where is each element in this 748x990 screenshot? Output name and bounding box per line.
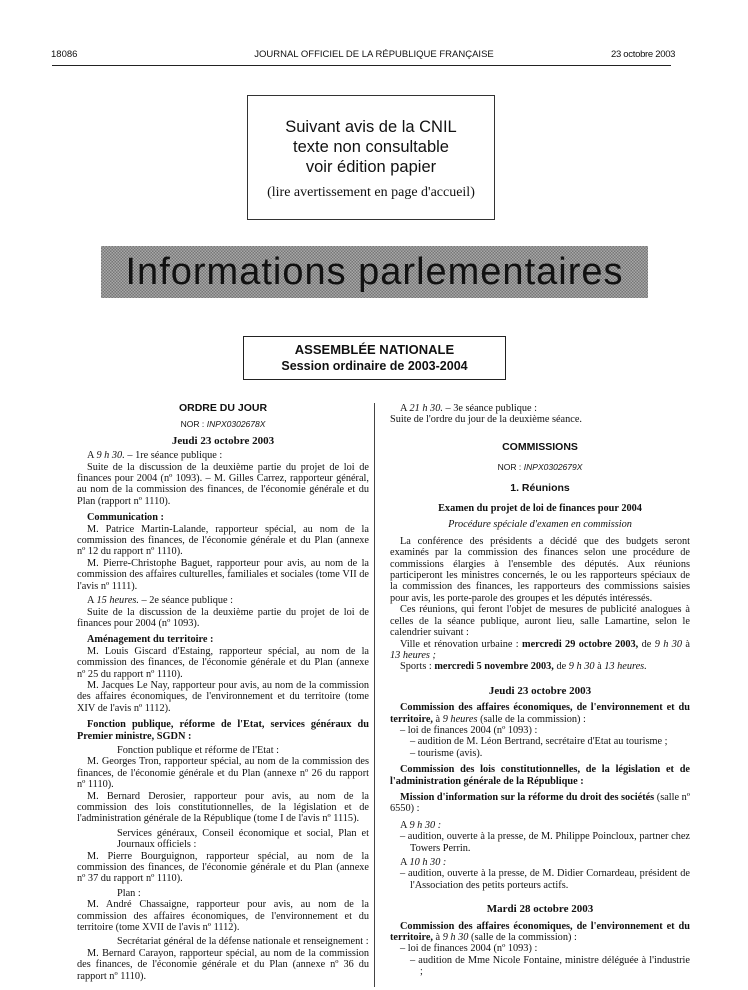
fonction-p2: M. Bernard Derosier, rapporteur pour avis, au nom de la commission des lois constitutionnelles, de la législation et de l'administration générale de la République (tome I de l'avis nº 1115). [77,790,369,825]
communication-heading: Communication : [87,512,164,524]
cnil-line-4: (lire avertissement en page d'accueil) [267,185,475,200]
right-column [390,403,690,978]
seance-3-text: Suite de l'ordre du jour de la deuxième séance. [390,414,582,426]
nor-line-commissions: NOR : INPX0302679X [497,462,583,473]
journal-title: JOURNAL OFFICIEL DE LA RÉPUBLIQUE FRANÇAISE [254,49,494,60]
commission-3: Commission des affaires économiques, de l'environnement et du territoire, à 9 h 30 (salle de la commission) : [390,920,690,944]
amenagement-p2: M. Jacques Le Nay, rapporteur pour avis, au nom de la commission des affaires économiques, de l'environnement et du territoire (tome XIV de l'avis nº 1112). [77,679,369,714]
ordre-du-jour-title: ORDRE DU JOUR [178,402,268,414]
communication-p2: M. Pierre-Christophe Baguet, rapporteur pour avis, au nom de la commission des affaires culturelles, familiales et sociales (tome VII de l'avis nº 1111). [77,557,369,592]
session-title: Session ordinaire de 2003-2004 [281,359,468,373]
cnil-line-3: voir édition papier [305,158,437,176]
reunions-heading: 1. Réunions [510,481,570,494]
seance-1-text: Suite de la discussion de la deuxième partie du projet de loi de finances pour 2004 (nº 1093). – M. Gilles Carrez, rapporteur général, au nom de la commission des finances, de l'économie générale et du Plan (rapport nº 1110). [77,461,369,507]
paragraph-2: Ces réunions, qui feront l'objet de mesures de publicité analogues à celles de la séance publique, auront lieu, salle Lamartine, selon le calendrier suivant : [390,604,690,639]
mission-time-1: A 9 h 30 : [400,819,442,831]
seance-1: A 9 h 30. – 1re séance publique : [87,450,223,462]
day-heading-mardi: Mardi 28 octobre 2003 [486,903,594,916]
amenagement-p1: M. Louis Giscard d'Estaing, rapporteur spécial, au nom de la commission des finances, de l'économie générale et du Plan (annexe nº 25 du rapport nº 1110). [77,645,369,680]
plan-p1: M. André Chassaigne, rapporteur pour avis, au nom de la commission des affaires économiques, de l'environnement et du territoire (tome XVII de l'avis nº 1112). [77,899,369,934]
commission-3-item: – loi de finances 2004 (nº 1093) : [400,943,538,955]
sgdn-p1: M. Bernard Carayon, rapporteur spécial, au nom de la commission des finances, de l'économie générale et du Plan (annexe nº 36 du rapport nº 1110). [77,947,369,982]
mission-item-2: – audition, ouverte à la presse, de M. Didier Cornardeau, président de l'Association des petits porteurs actifs. [400,868,690,891]
mission-heading: Mission d'information sur la réforme du droit des sociétés (salle nº 6550) : [390,791,690,815]
commission-3-subitem-a: – audition de Mme Nicole Fontaine, ministre déléguée à l'industrie ; [410,954,690,978]
ville-schedule: Ville et rénovation urbaine : mercredi 29 octobre 2003, de 9 h 30 à 13 heures ; [390,638,690,661]
commission-2: Commission des lois constitutionnelles, de la législation et de l'administration générale de la République : [390,764,690,787]
section-banner [101,246,648,298]
plan-subheading: Plan : [117,887,141,899]
fonction-subheading: Fonction publique et réforme de l'Etat : [117,744,279,756]
day-heading: Jeudi 23 octobre 2003 [171,434,275,447]
examen-heading: Examen du projet de loi de finances pour 2004 [438,503,642,515]
commission-1-subitem-a: – audition de M. Léon Bertrand, secrétaire d'Etat au tourisme ; [410,736,668,748]
amenagement-heading: Aménagement du territoire : [87,634,214,646]
seance-2: A 15 heures. – 2e séance publique : [87,595,234,607]
mission-item-1: – audition, ouverte à la presse, de M. Philippe Poincloux, partner chez Towers Perrin. [400,831,690,854]
commissions-title: COMMISSIONS [502,440,578,453]
procedure-heading: Procédure spéciale d'examen en commission [448,519,632,531]
mission-time-2: A 10 h 30 : [400,857,447,868]
issue-date: 23 octobre 2003 [611,49,676,60]
page-number: 18086 [51,49,78,60]
banner-title: Informations parlementaires [125,251,624,293]
commission-1: Commission des affaires économiques, de l'environnement et du territoire, à 9 heures (salle de la commission) : [390,702,690,725]
left-column [77,403,369,982]
assembly-box [243,336,506,380]
paragraph-1: La conférence des présidents a décidé que des budgets seront examinés par la commission des finances selon une procédure de commissions élargies à l'ensemble des députés. Aux réunions participeront les ministres concernés, le ou les rapporteurs spéciaux de la commission des finances, les rapporteurs des commissions saisies pour avis, les porte-parole des groupes et les députés intéressés. [390,535,690,604]
sgdn-subheading: Secrétariat général de la défense nationale et renseignement : [117,936,369,948]
assembly-title: ASSEMBLÉE NATIONALE [294,342,455,357]
commission-1-subitem-b: – tourisme (avis). [410,747,483,759]
sports-schedule: Sports : mercredi 5 novembre 2003, de 9 h 30 à 13 heures. [400,661,647,673]
cnil-line-1: Suivant avis de la CNIL [285,118,457,136]
seance-3: A 21 h 30. – 3e séance publique : [400,403,537,414]
cnil-notice-box [247,95,495,220]
cnil-line-2: texte non consultable [293,138,449,156]
services-subheading: Services généraux, Conseil économique et social, Plan et Journaux officiels : [117,827,369,851]
services-p1: M. Pierre Bourguignon, rapporteur spécial, au nom de la commission des finances, de l'économie générale et du Plan (annexe nº 37 du rapport nº 1110). [77,850,369,885]
communication-p1: M. Patrice Martin-Lalande, rapporteur spécial, au nom de la commission des finances, de l'économie générale et du Plan (annexe nº 12 du rapport nº 1110). [77,523,369,558]
fonction-heading: Fonction publique, réforme de l'Etat, services généraux du Premier ministre, SGDN : [77,719,369,742]
day-heading-jeudi: Jeudi 23 octobre 2003 [488,684,592,697]
fonction-p1: M. Georges Tron, rapporteur spécial, au nom de la commission des finances, de l'économie générale et du Plan (annexe nº 26 du rapport nº 1110). [77,756,369,791]
header-rule [52,65,671,66]
seance-2-text: Suite de la discussion de la deuxième partie du projet de loi de finances pour 2004 (nº 1093). [77,606,369,629]
commission-1-item: – loi de finances 2004 (nº 1093) : [400,724,538,736]
nor-line: NOR : INPX0302678X [180,419,266,430]
column-divider [374,403,375,987]
